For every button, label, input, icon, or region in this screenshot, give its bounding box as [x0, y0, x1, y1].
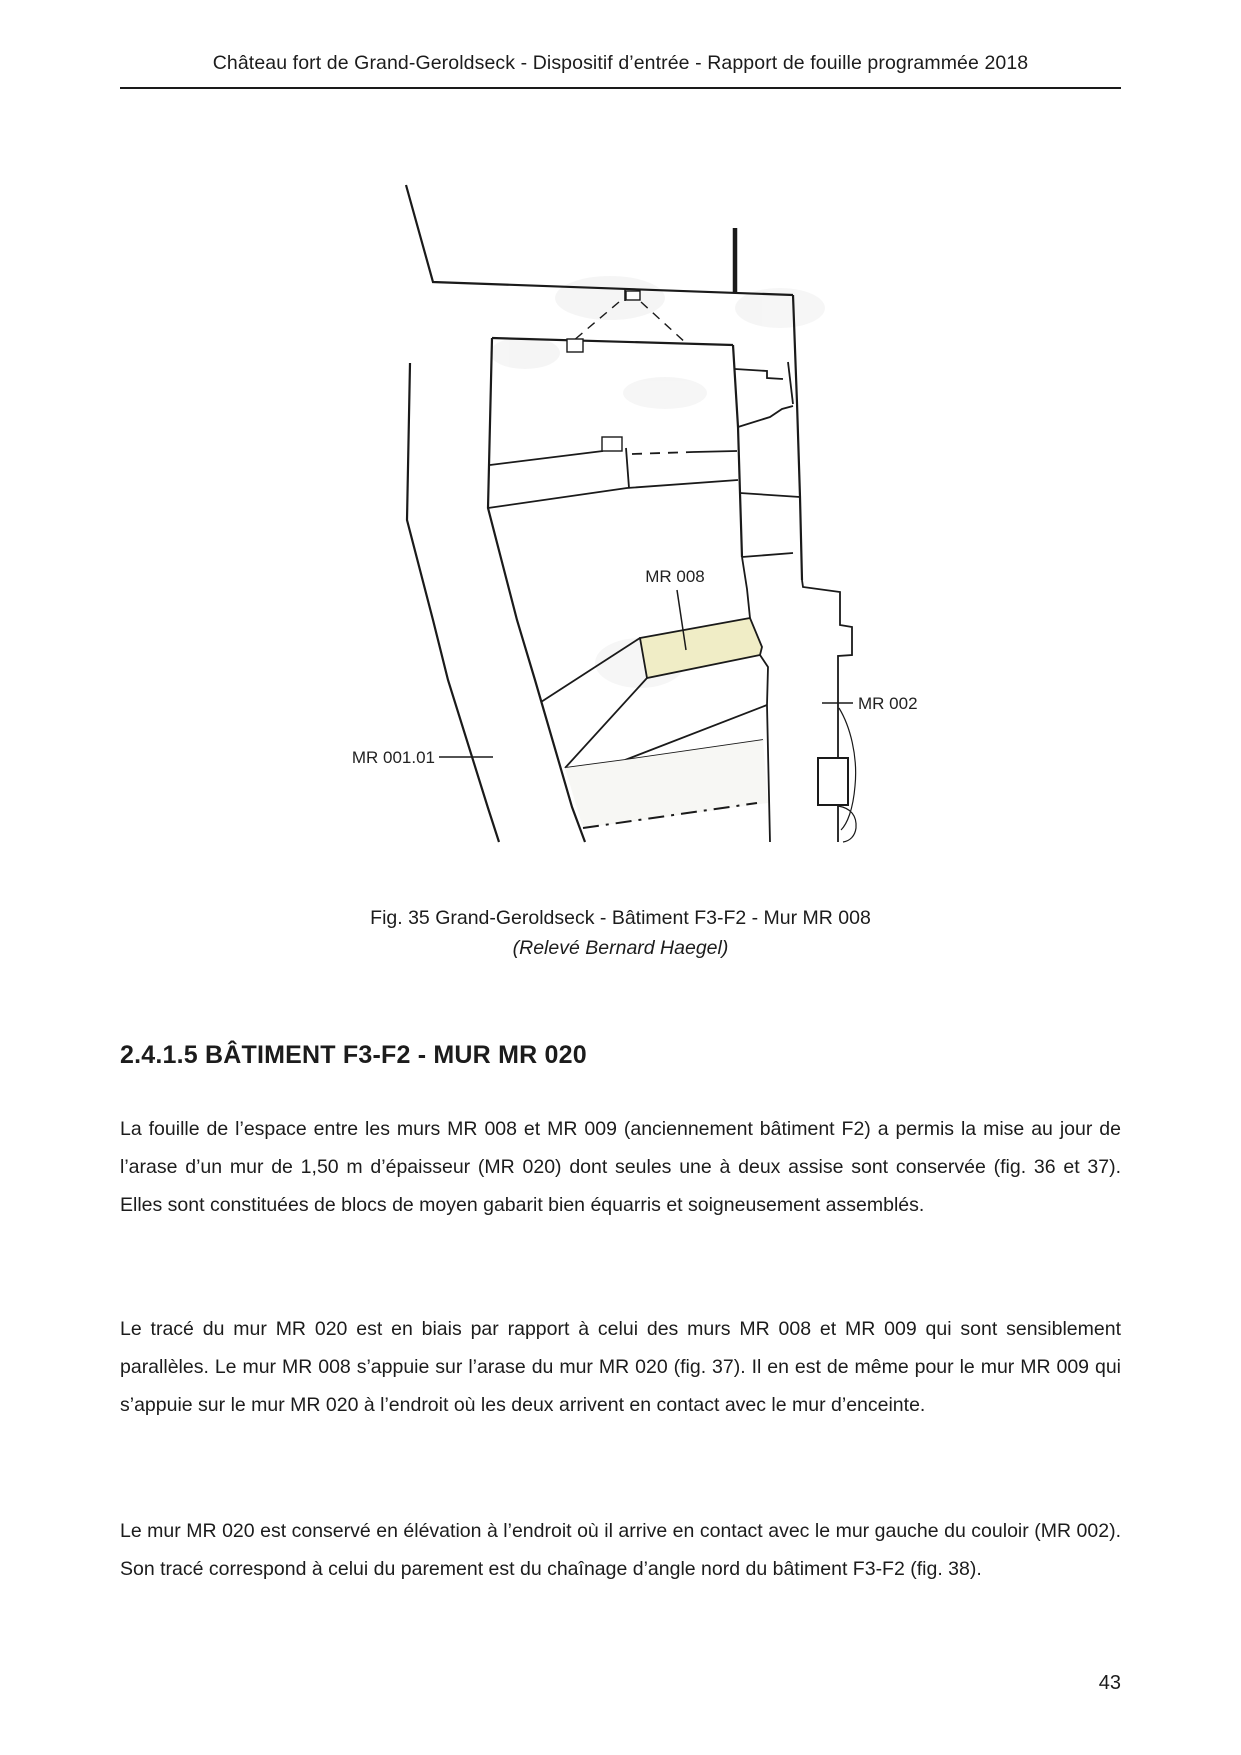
section-heading: 2.4.1.5 BÂTIMENT F3-F2 - MUR MR 020	[120, 1040, 587, 1069]
wall-notch-top	[567, 339, 583, 352]
body-paragraph-3: Le mur MR 020 est conservé en élévation à l’endroit où il arrive en contact avec le mur gauche du couloir (MR 002). Son tracé correspond à celui du parement est du chaînage d’angle nord du bâtiment F3-F2 (fig. 38).	[120, 1519, 1121, 1580]
body-paragraph-1: La fouille de l’espace entre les murs MR 008 et MR 009 (anciennement bâtiment F2) a permis la mise au jour de l’arase d’un mur de 1,50 m d’épaisseur (MR 020) dont seules une à deux assise sont conservée (fig. 36 et 37). Elles sont constituées de blocs de moyen gabarit bien équarris et soigneusement assemblés.	[120, 1117, 1121, 1216]
figure-caption-line1: Fig. 35 Grand-Geroldseck - Bâtiment F3-F2 - Mur MR 008	[370, 907, 871, 929]
plan-drawing	[310, 158, 930, 858]
body-paragraph-2: Le tracé du mur MR 020 est en biais par rapport à celui des murs MR 008 et MR 009 qui sont sensiblement parallèles. Le mur MR 008 s’appuie sur l’arase du mur MR 020 (fig. 37). Il en est de même pour le mur MR 009 qui s’appuie sur le mur MR 020 à l’endroit où les deux arrivent en contact avec le mur d’enceinte.	[120, 1317, 1121, 1416]
east-bastion	[735, 362, 800, 557]
corridor-block	[818, 758, 848, 805]
figure-caption-line2: (Relevé Bernard Haegel)	[512, 937, 729, 959]
mr008-label: MR 008	[645, 567, 705, 586]
page-header	[120, 52, 1121, 89]
wall-notch-band	[602, 437, 622, 451]
interior-wall-band	[488, 448, 738, 508]
header-title: Château fort de Grand-Geroldseck - Dispositif d’entrée - Rapport de fouille programmée 2018	[212, 52, 1029, 74]
mr008-wall-highlight	[640, 618, 762, 678]
mr001-01-label: MR 001.01	[351, 748, 435, 767]
figure-plan	[310, 158, 930, 858]
mr002-label: MR 002	[858, 694, 918, 713]
figure-caption	[120, 903, 1121, 963]
scan-artifacts	[490, 276, 825, 688]
page-number: 43	[1098, 1672, 1121, 1694]
